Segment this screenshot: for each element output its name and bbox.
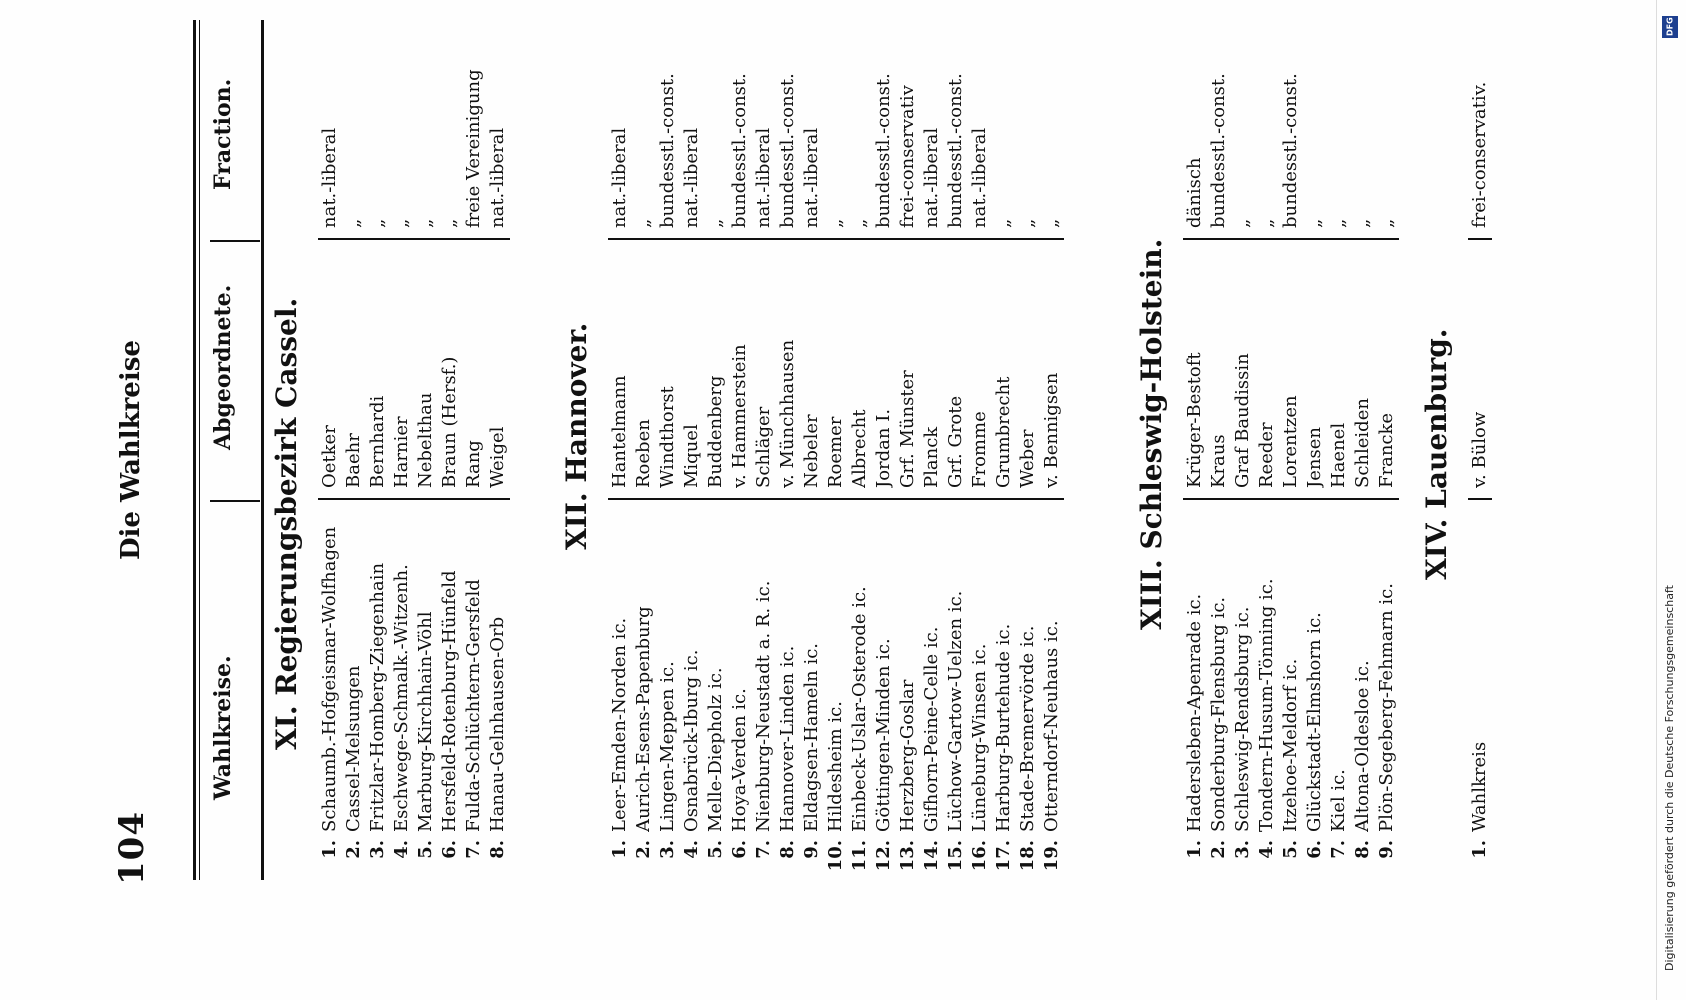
fraction-name: „ [1304, 218, 1325, 228]
column-rule [608, 498, 1064, 500]
fraction-name: „ [1376, 218, 1397, 228]
fraction-name: „ [1352, 218, 1373, 228]
deputy-name: Krüger-Bestoft [1184, 352, 1205, 488]
row-number: 6. [439, 840, 460, 859]
district-name: Hoya-Verden ic. [729, 688, 750, 832]
deputy-name: v. Münchhausen [777, 339, 798, 488]
fraction-name: „ [1256, 218, 1277, 228]
district-name: Göttingen-Minden ic. [873, 638, 894, 832]
row-number: 3. [1232, 840, 1253, 859]
table-row [680, 20, 704, 880]
deputy-name: Nebeler [801, 414, 822, 488]
column-rule [1183, 238, 1399, 240]
district-name: Lüneburg-Winsen ic. [969, 643, 990, 832]
deputy-name: Hantelmann [609, 375, 630, 488]
fraction-name: „ [1041, 218, 1062, 228]
table-row [462, 20, 486, 880]
district-name: Cassel-Melsungen [343, 665, 364, 832]
deputy-name: Haenel [1328, 422, 1349, 488]
deputy-name: Planck [921, 426, 942, 488]
district-name: Marburg-Kirchhain-Vöhl [415, 611, 436, 832]
fraction-name: nat.-liberal [609, 127, 630, 228]
table-row [486, 20, 510, 880]
deputy-name: Schläger [753, 406, 774, 488]
district-name: Eldagsen-Hameln ic. [801, 642, 822, 832]
column-rule [1468, 238, 1492, 240]
table-row [1231, 20, 1255, 880]
row-number: 13. [897, 840, 918, 872]
deputy-name: Rang [463, 440, 484, 488]
row-number: 1. [609, 840, 630, 859]
district-name: Herzberg-Goslar [897, 679, 918, 832]
district-name: Hadersleben-Apenrade ic. [1184, 593, 1205, 832]
column-headers [210, 20, 260, 880]
fraction-name: frei-conservativ. [1469, 81, 1490, 228]
deputy-name: Lorentzen [1280, 395, 1301, 488]
row-number: 5. [1280, 840, 1301, 859]
row-number: 7. [753, 840, 774, 859]
column-header-fraction: Fraction. [210, 78, 236, 190]
district-name: Hanau-Gelnhausen-Orb [487, 616, 508, 832]
deputy-name: Braun (Hersf.) [439, 356, 460, 488]
table-row [656, 20, 680, 880]
row-number: 3. [367, 840, 388, 859]
fraction-name: „ [825, 218, 846, 228]
section-rows [608, 20, 1064, 880]
page-header [112, 0, 152, 1000]
district-name: Aurich-Esens-Papenburg [633, 606, 654, 832]
deputy-name: Kraus [1208, 434, 1229, 488]
district-name: Hersfeld-Rotenburg-Hünfeld [439, 570, 460, 832]
row-number: 7. [1328, 840, 1349, 859]
deputy-name: Jordan I. [873, 408, 894, 488]
district-name: Sonderburg-Flensburg ic. [1208, 596, 1229, 832]
fraction-name: „ [391, 218, 412, 228]
fraction-name: freie Vereinigung [463, 69, 484, 228]
table-row [1468, 20, 1492, 880]
row-number: 11. [849, 840, 870, 872]
district-name: Itzehoe-Meldorf ic. [1280, 658, 1301, 832]
fraction-name: nat.-liberal [801, 127, 822, 228]
fraction-name: nat.-liberal [487, 127, 508, 228]
header-rule [261, 20, 264, 880]
row-number: 1. [1184, 840, 1205, 859]
deputy-name: Baehr [343, 433, 364, 488]
section-title: XII. Hannover. [560, 322, 593, 550]
fraction-name: „ [1017, 218, 1038, 228]
row-number: 4. [391, 840, 412, 859]
table-row [1183, 20, 1207, 880]
district-name: Eschwege-Schmalk.-Witzenh. [391, 564, 412, 832]
row-number: 16. [969, 840, 990, 872]
deputy-name: Graf Baudissin [1232, 353, 1253, 488]
deputy-name: Oetker [319, 425, 340, 488]
fraction-name: bundesstl.-const. [1280, 73, 1301, 228]
deputy-name: Grf. Grote [945, 395, 966, 488]
table-row [1303, 20, 1327, 880]
section-title: XI. Regierungsbezirk Cassel. [270, 297, 303, 750]
table-row [848, 20, 872, 880]
section-title: XIII. Schleswig-Holstein. [1135, 238, 1168, 630]
deputy-name: Weber [1017, 429, 1038, 488]
fraction-name: bundesstl.-const. [777, 73, 798, 228]
row-number: 6. [1304, 840, 1325, 859]
row-number: 18. [1017, 840, 1038, 872]
row-number: 8. [487, 840, 508, 859]
table-row [944, 20, 968, 880]
deputy-name: Buddenberg [705, 375, 726, 488]
table-row [1040, 20, 1064, 880]
table-row [992, 20, 1016, 880]
row-number: 9. [1376, 840, 1397, 859]
row-number: 12. [873, 840, 894, 872]
section-title: XIV. Lauenburg. [1420, 328, 1453, 580]
fraction-name: „ [439, 218, 460, 228]
district-name: Otterndorf-Neuhaus ic. [1041, 620, 1062, 832]
fraction-name: „ [849, 218, 870, 228]
district-name: Einbeck-Uslar-Osterode ic. [849, 586, 870, 832]
fraction-name: nat.-liberal [681, 127, 702, 228]
deputy-name: Fromme [969, 411, 990, 488]
row-number: 7. [463, 840, 484, 859]
fraction-name: nat.-liberal [319, 127, 340, 228]
district-name: Stade-Bremervörde ic. [1017, 625, 1038, 832]
row-number: 4. [681, 840, 702, 859]
table-row [632, 20, 656, 880]
deputy-name: Reeder [1256, 422, 1277, 488]
district-name: Tondern-Husum-Tönning ic. [1256, 578, 1277, 832]
column-header-deputy: Abgeordnete. [210, 284, 236, 450]
deputy-name: Schleiden [1352, 398, 1373, 488]
table-row [704, 20, 728, 880]
fraction-name: bundesstl.-const. [657, 73, 678, 228]
fraction-name: dänisch [1184, 157, 1205, 228]
fraction-name: nat.-liberal [753, 127, 774, 228]
deputy-name: Harnier [391, 416, 412, 488]
row-number: 10. [825, 840, 846, 872]
fraction-name: „ [705, 218, 726, 228]
district-name: Plön-Segeberg-Fehmarn ic. [1376, 583, 1397, 832]
table-row [1255, 20, 1279, 880]
row-number: 8. [1352, 840, 1373, 859]
deputy-name: Grf. Münster [897, 370, 918, 488]
table-row [1351, 20, 1375, 880]
table-row [896, 20, 920, 880]
deputy-name: Windthorst [657, 386, 678, 488]
district-name: Nienburg-Neustadt a. R. ic. [753, 580, 774, 832]
district-name: Altona-Oldesloe ic. [1352, 660, 1373, 832]
digitization-note: Digitalisierung gefördert durch die Deutsche Forschungsgemeinschaft [1663, 585, 1676, 971]
dfg-logo: DFG [1662, 16, 1678, 38]
row-number: 14. [921, 840, 942, 872]
fraction-name: „ [343, 218, 364, 228]
fraction-name: „ [1232, 218, 1253, 228]
table-row [414, 20, 438, 880]
fraction-name: bundesstl.-const. [729, 73, 750, 228]
column-rule [318, 238, 510, 240]
table-row [390, 20, 414, 880]
fraction-name: bundesstl.-const. [873, 73, 894, 228]
district-name: Schleswig-Rendsburg ic. [1232, 606, 1253, 832]
fraction-name: nat.-liberal [921, 127, 942, 228]
table-row [800, 20, 824, 880]
table-row [920, 20, 944, 880]
table-row [1016, 20, 1040, 880]
deputy-name: v. Hammerstein [729, 344, 750, 488]
top-rule-thin [199, 20, 200, 880]
district-name: Harburg-Burtehude ic. [993, 623, 1014, 832]
row-number: 4. [1256, 840, 1277, 859]
fraction-name: bundesstl.-const. [945, 73, 966, 228]
table-row [1279, 20, 1303, 880]
fraction-name: bundesstl.-const. [1208, 73, 1229, 228]
deputy-name: Grumbrecht [993, 376, 1014, 488]
top-rule [193, 20, 196, 880]
section-rows [318, 20, 510, 880]
table-row [366, 20, 390, 880]
column-rule [1468, 498, 1492, 500]
row-number: 1. [1469, 840, 1490, 859]
deputy-name: Francke [1376, 412, 1397, 488]
column-rule [1183, 498, 1399, 500]
section-rows [1183, 20, 1399, 880]
row-number: 17. [993, 840, 1014, 872]
row-number: 15. [945, 840, 966, 872]
table-row [776, 20, 800, 880]
row-number: 2. [1208, 840, 1229, 859]
district-name: Leer-Emden-Norden ic. [609, 617, 630, 832]
column-separator [210, 500, 260, 502]
fraction-name: „ [633, 218, 654, 228]
column-header-district: Wahlkreise. [210, 655, 236, 800]
district-name: Wahlkreis [1469, 741, 1490, 832]
row-number: 1. [319, 840, 340, 859]
district-name: Fulda-Schlüchtern-Gersfeld [463, 579, 484, 832]
deputy-name: Bernhardi [367, 395, 388, 488]
fraction-name: „ [415, 218, 436, 228]
row-number: 9. [801, 840, 822, 859]
table-row [728, 20, 752, 880]
table-row [438, 20, 462, 880]
running-head: Die Wahlkreise [116, 340, 146, 560]
column-rule [318, 498, 510, 500]
table-row [1375, 20, 1399, 880]
table-row [824, 20, 848, 880]
deputy-name: Weigel [487, 426, 508, 488]
fraction-name: „ [1328, 218, 1349, 228]
column-rule [608, 238, 1064, 240]
row-number: 5. [705, 840, 726, 859]
district-name: Hildesheim ic. [825, 701, 846, 832]
row-number: 2. [633, 840, 654, 859]
district-name: Kiel ic. [1328, 769, 1349, 832]
district-name: Fritzlar-Homberg-Ziegenhain [367, 562, 388, 832]
district-name: Lingen-Meppen ic. [657, 661, 678, 832]
fraction-name: nat.-liberal [969, 127, 990, 228]
deputy-name: Nebelthau [415, 392, 436, 488]
district-name: Osnabrück-Iburg ic. [681, 649, 702, 832]
district-name: Melle-Diepholz ic. [705, 667, 726, 832]
deputy-name: Albrecht [849, 409, 870, 488]
row-number: 5. [415, 840, 436, 859]
fraction-name: „ [367, 218, 388, 228]
row-number: 6. [729, 840, 750, 859]
deputy-name: Miquel [681, 424, 702, 488]
row-number: 2. [343, 840, 364, 859]
row-number: 19. [1041, 840, 1062, 872]
table-row [608, 20, 632, 880]
row-number: 3. [657, 840, 678, 859]
district-name: Glückstadt-Elmshorn ic. [1304, 612, 1325, 832]
table-row [318, 20, 342, 880]
deputy-name: v. Bülow [1469, 411, 1490, 488]
table-row [872, 20, 896, 880]
table-row [342, 20, 366, 880]
deputy-name: Roeben [633, 419, 654, 488]
table-row [968, 20, 992, 880]
deputy-name: Roemer [825, 416, 846, 488]
district-name: Gifhorn-Peine-Celle ic. [921, 626, 942, 832]
deputy-name: v. Bennigsen [1041, 372, 1062, 488]
section-rows [1468, 20, 1492, 880]
district-name: Hannover-Linden ic. [777, 645, 798, 832]
column-separator [210, 240, 260, 242]
deputy-name: Jensen [1304, 427, 1325, 488]
page-number: 104 [112, 811, 152, 885]
row-number: 8. [777, 840, 798, 859]
district-name: Schaumb.-Hofgeismar-Wolfhagen [319, 526, 340, 832]
table-row [1207, 20, 1231, 880]
fraction-name: frei-conservativ [897, 85, 918, 228]
district-name: Lüchow-Gartow-Uelzen ic. [945, 590, 966, 832]
table-row [1327, 20, 1351, 880]
fraction-name: „ [993, 218, 1014, 228]
table-row [752, 20, 776, 880]
digitization-sidebar [1656, 0, 1685, 1000]
